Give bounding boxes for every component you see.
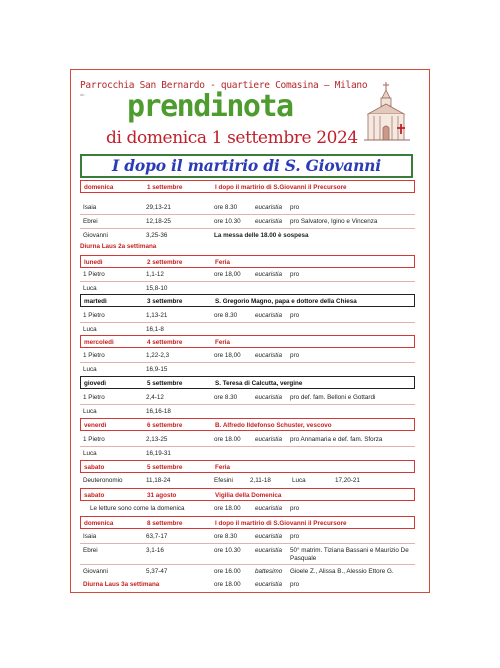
day-date: 6 settembre bbox=[147, 422, 183, 429]
day-header bbox=[80, 255, 415, 268]
reading-book: Ebrei bbox=[83, 547, 98, 554]
day-title: S. Gregorio Magno, papa e dottore della Chiesa bbox=[215, 298, 357, 305]
liturgical-banner: I dopo il martirio di S. Giovanni bbox=[80, 154, 413, 178]
rite: eucaristia bbox=[255, 547, 282, 554]
day-title: Feria bbox=[215, 339, 231, 346]
intention: pro Annamaria e def. fam. Sforza bbox=[290, 436, 383, 443]
reading-book: Ebrei bbox=[83, 218, 98, 225]
rite: eucaristia bbox=[255, 218, 282, 225]
mass-time: ore 8.30 bbox=[214, 533, 238, 540]
rite: eucaristia bbox=[255, 533, 282, 540]
day-name: venerdì bbox=[84, 422, 107, 429]
day-header bbox=[80, 418, 415, 431]
intention: pro bbox=[290, 533, 300, 540]
reading-ref: 2,13-25 bbox=[146, 436, 168, 443]
reading-ref: 16,1-8 bbox=[146, 326, 164, 333]
schedule-row bbox=[80, 544, 415, 564]
diurna-laus-note: Diurna Laus 3a settimana bbox=[83, 581, 160, 588]
day-header bbox=[80, 488, 415, 501]
intention: Gioele Z., Alissa B., Alessio Ettore G. bbox=[290, 568, 394, 575]
reading-ref: 29,13-21 bbox=[146, 204, 171, 211]
schedule-row bbox=[80, 565, 415, 578]
day-title: Vigilia della Domenica bbox=[215, 492, 282, 499]
intention: pro Salvatore, Igino e Vincenza bbox=[290, 218, 378, 225]
reading-book: 1 Pietro bbox=[83, 394, 105, 401]
rite: eucaristia bbox=[255, 436, 282, 443]
readings-note: Le letture sono come la domenica bbox=[90, 505, 185, 512]
mass-time: ore 18.00 bbox=[214, 581, 241, 588]
schedule-row bbox=[80, 447, 415, 460]
mass-time: ore 18.00 bbox=[214, 436, 241, 443]
intention: pro bbox=[290, 581, 300, 588]
schedule-row bbox=[80, 391, 415, 404]
schedule-row bbox=[80, 268, 415, 281]
rite: eucaristia bbox=[255, 505, 282, 512]
intention: pro bbox=[290, 312, 300, 319]
reading-ref: 16,9-15 bbox=[146, 366, 168, 373]
mass-time: ore 8.30 bbox=[214, 394, 238, 401]
reading-book: Isaia bbox=[83, 533, 97, 540]
reading-book: Giovanni bbox=[83, 568, 108, 575]
day-header bbox=[80, 460, 415, 473]
reading-ref: 2,4-12 bbox=[146, 394, 164, 401]
day-header bbox=[80, 516, 415, 529]
day-name: domenica bbox=[84, 184, 114, 191]
intention: pro bbox=[290, 352, 300, 359]
schedule-row bbox=[80, 433, 415, 446]
schedule-row bbox=[80, 201, 415, 214]
intention: pro bbox=[290, 505, 300, 512]
day-name: sabato bbox=[84, 492, 105, 499]
rite: eucaristia bbox=[255, 394, 282, 401]
day-date: 5 settembre bbox=[147, 464, 183, 471]
intention: pro def. fam. Belloni e Gottardi bbox=[290, 394, 376, 401]
mass-time: ore 18.00 bbox=[214, 505, 241, 512]
rite: eucaristia bbox=[255, 352, 282, 359]
reading-ref: 15,8-10 bbox=[146, 285, 168, 292]
reading-book: Luca bbox=[83, 366, 97, 373]
intention: 50° matrim. Tiziana Bassani e Maurizio De Pasquale bbox=[290, 547, 409, 562]
day-title: Feria bbox=[215, 464, 231, 471]
day-name: lunedì bbox=[84, 259, 103, 266]
reading-ref: 3,25-36 bbox=[146, 232, 168, 239]
day-header bbox=[80, 294, 415, 307]
day-date: 3 settembre bbox=[147, 298, 183, 305]
rite: eucaristia bbox=[255, 204, 282, 211]
mass-time: ore 10.30 bbox=[214, 547, 241, 554]
notice: La messa delle 18.00 è sospesa bbox=[214, 232, 309, 239]
day-name: domenica bbox=[84, 520, 114, 527]
day-header bbox=[80, 335, 415, 348]
schedule-row bbox=[80, 502, 415, 515]
reading-ref: 17,20-21 bbox=[335, 477, 360, 484]
reading-book: Efesini bbox=[214, 477, 233, 484]
day-date: 2 settembre bbox=[147, 259, 183, 266]
rite: battesimo bbox=[255, 568, 283, 575]
reading-book: 1 Pietro bbox=[83, 352, 105, 359]
reading-ref: 16,16-18 bbox=[146, 408, 171, 415]
mass-time: ore 16.00 bbox=[214, 568, 241, 575]
mass-time: ore 10.30 bbox=[214, 218, 241, 225]
reading-ref: 1,13-21 bbox=[146, 312, 168, 319]
reading-book: Luca bbox=[292, 477, 306, 484]
schedule-row bbox=[80, 530, 415, 543]
reading-ref: 63,7-17 bbox=[146, 533, 168, 540]
mass-time: ore 18,00 bbox=[214, 271, 241, 278]
day-date: 4 settembre bbox=[147, 339, 183, 346]
schedule-row bbox=[80, 363, 415, 376]
date-line: di domenica 1 settembre 2024 bbox=[106, 128, 358, 148]
reading-book: 1 Pietro bbox=[83, 312, 105, 319]
mass-time: ore 8.30 bbox=[214, 312, 238, 319]
reading-book: Isaia bbox=[83, 204, 97, 211]
day-title: Feria bbox=[215, 259, 231, 266]
reading-book: Luca bbox=[83, 285, 97, 292]
day-header bbox=[80, 376, 415, 389]
schedule-row bbox=[80, 474, 415, 487]
reading-ref: 1,1-12 bbox=[146, 271, 164, 278]
newsletter-title: prendinota bbox=[127, 89, 293, 124]
rite: eucaristia bbox=[255, 581, 282, 588]
church-icon bbox=[362, 80, 412, 148]
reading-book: 1 Pietro bbox=[83, 271, 105, 278]
day-date: 5 settembre bbox=[147, 380, 183, 387]
day-date: 31 agosto bbox=[147, 492, 177, 499]
schedule-row bbox=[80, 405, 415, 418]
day-title: I dopo il martirio di S.Giovanni il Precursore bbox=[215, 184, 347, 191]
reading-book: Deuteronomio bbox=[83, 477, 123, 484]
schedule-row bbox=[80, 309, 415, 322]
mass-time: ore 8.30 bbox=[214, 204, 238, 211]
reading-ref: 12,18-25 bbox=[146, 218, 171, 225]
day-title: S. Teresa di Calcutta, vergine bbox=[215, 380, 303, 387]
day-header bbox=[80, 180, 415, 193]
rite: eucaristia bbox=[255, 271, 282, 278]
reading-ref: 16,19-31 bbox=[146, 450, 171, 457]
intention: pro bbox=[290, 271, 300, 278]
day-name: giovedì bbox=[84, 380, 107, 387]
reading-book: Giovanni bbox=[83, 232, 108, 239]
day-name: sabato bbox=[84, 464, 105, 471]
rite: eucaristia bbox=[255, 312, 282, 319]
reading-book: Luca bbox=[83, 450, 97, 457]
schedule-row bbox=[80, 349, 415, 362]
day-date: 1 settembre bbox=[147, 184, 183, 191]
reading-book: Luca bbox=[83, 326, 97, 333]
reading-ref: 5,37-47 bbox=[146, 568, 168, 575]
mass-time: ore 18,00 bbox=[214, 352, 241, 359]
reading-ref: 11,18-24 bbox=[146, 477, 171, 484]
reading-ref: 2,11-18 bbox=[250, 477, 271, 484]
diurna-laus-note: Diurna Laus 2a settimana bbox=[80, 243, 157, 250]
small-mark: ab bbox=[80, 92, 85, 97]
schedule-row bbox=[80, 578, 415, 591]
day-date: 8 settembre bbox=[147, 520, 183, 527]
day-title: I dopo il martirio di S.Giovanni il Precursore bbox=[215, 520, 347, 527]
reading-ref: 1,22-2,3 bbox=[146, 352, 170, 359]
schedule-row bbox=[80, 215, 415, 228]
reading-ref: 3,1-16 bbox=[146, 547, 164, 554]
day-name: martedì bbox=[84, 298, 107, 305]
reading-book: 1 Pietro bbox=[83, 436, 105, 443]
day-title: B. Alfredo Ildefonso Schuster, vescovo bbox=[215, 422, 332, 429]
intention: pro bbox=[290, 204, 300, 211]
day-name: mercoledì bbox=[84, 339, 114, 346]
parish-name: Parrocchia San Bernardo - quartiere Comasina – Milano bbox=[80, 80, 368, 91]
reading-book: Luca bbox=[83, 408, 97, 415]
